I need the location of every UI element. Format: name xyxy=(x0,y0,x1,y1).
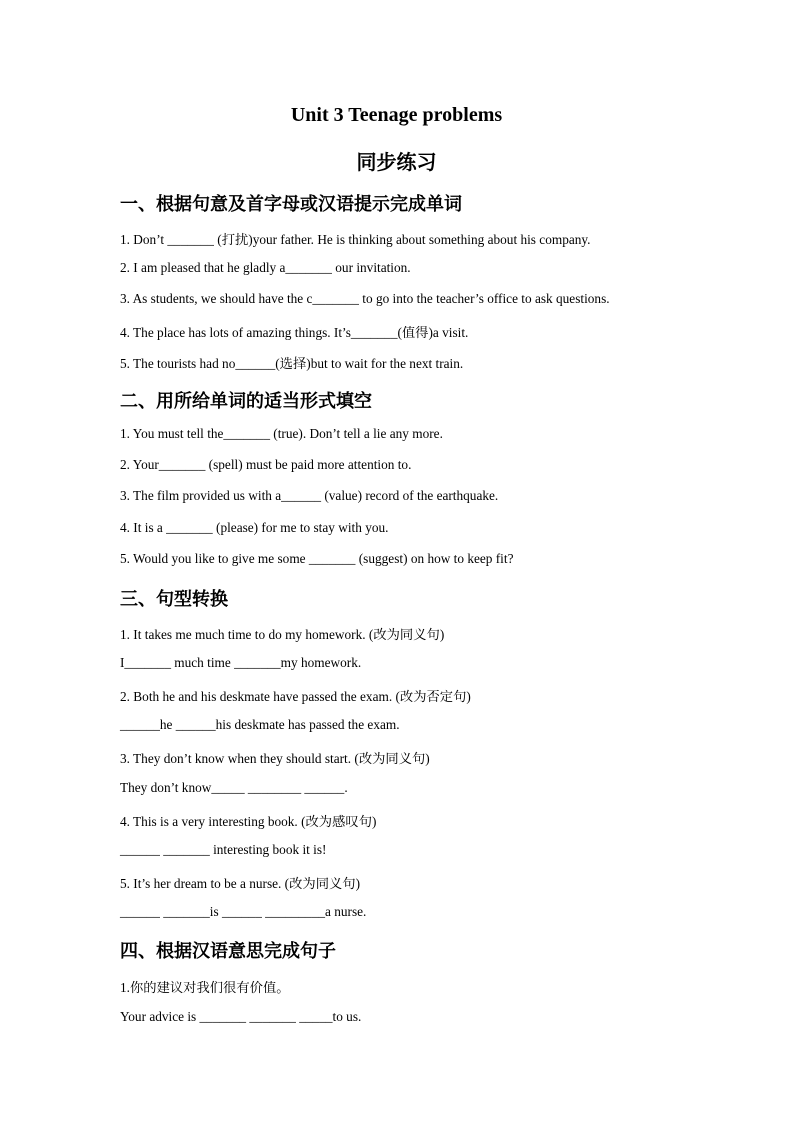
section-2-item-4: 4. It is a _______ (please) for me to stay with you. xyxy=(120,520,389,535)
document-subtitle: 同步练习 xyxy=(356,150,437,174)
document-title: Unit 3 Teenage problems xyxy=(290,104,503,126)
section-2-heading: 二、用所给单词的适当形式填空 xyxy=(120,391,372,412)
section-1-item-2: 2. I am pleased that he gladly a_______ our invitation. xyxy=(120,260,411,275)
section-1-item-3: 3. As students, we should have the c_______ to go into the teacher’s office to ask questions. xyxy=(120,291,610,306)
section-3-item-1-answer: I_______ much time _______my homework. xyxy=(120,655,362,670)
section-4-item-1-answer: Your advice is _______ _______ _____to us. xyxy=(120,1009,362,1024)
section-2-item-5: 5. Would you like to give me some _______ (suggest) on how to keep fit? xyxy=(120,551,514,566)
section-3-item-3-answer: They don’t know_____ ________ ______. xyxy=(120,780,348,795)
section-3-item-4-answer: ______ _______ interesting book it is! xyxy=(120,842,327,857)
section-3-item-5-question: 5. It’s her dream to be a nurse. (改为同义句) xyxy=(120,876,361,891)
section-3-item-2-answer: ______he ______his deskmate has passed the exam. xyxy=(120,717,400,732)
section-1-item-1: 1. Don’t _______ (打扰)your father. He is thinking about something about his company. xyxy=(120,232,591,247)
section-2-item-1: 1. You must tell the_______ (true). Don’t tell a lie any more. xyxy=(120,426,443,441)
section-2-item-2: 2. Your_______ (spell) must be paid more attention to. xyxy=(120,457,412,472)
section-1-heading: 一、根据句意及首字母或汉语提示完成单词 xyxy=(120,194,462,215)
section-1-item-5: 5. The tourists had no______(选择)but to wait for the next train. xyxy=(120,356,464,371)
section-4-item-1-prompt: 1.你的建议对我们很有价值。 xyxy=(120,980,290,995)
section-1-item-4: 4. The place has lots of amazing things. It’s_______(值得)a visit. xyxy=(120,325,469,340)
section-3-item-4-question: 4. This is a very interesting book. (改为感叹句) xyxy=(120,814,377,829)
section-3-item-2-question: 2. Both he and his deskmate have passed the exam. (改为否定句) xyxy=(120,689,471,704)
section-3-item-5-answer: ______ _______is ______ _________a nurse. xyxy=(120,904,367,919)
section-3-heading: 三、句型转换 xyxy=(120,589,228,610)
section-3-item-3-question: 3. They don’t know when they should start. (改为同义句) xyxy=(120,751,430,766)
section-4-heading: 四、根据汉语意思完成句子 xyxy=(120,941,336,962)
section-2-item-3: 3. The film provided us with a______ (value) record of the earthquake. xyxy=(120,488,499,503)
section-3-item-1-question: 1. It takes me much time to do my homework. (改为同义句) xyxy=(120,627,445,642)
